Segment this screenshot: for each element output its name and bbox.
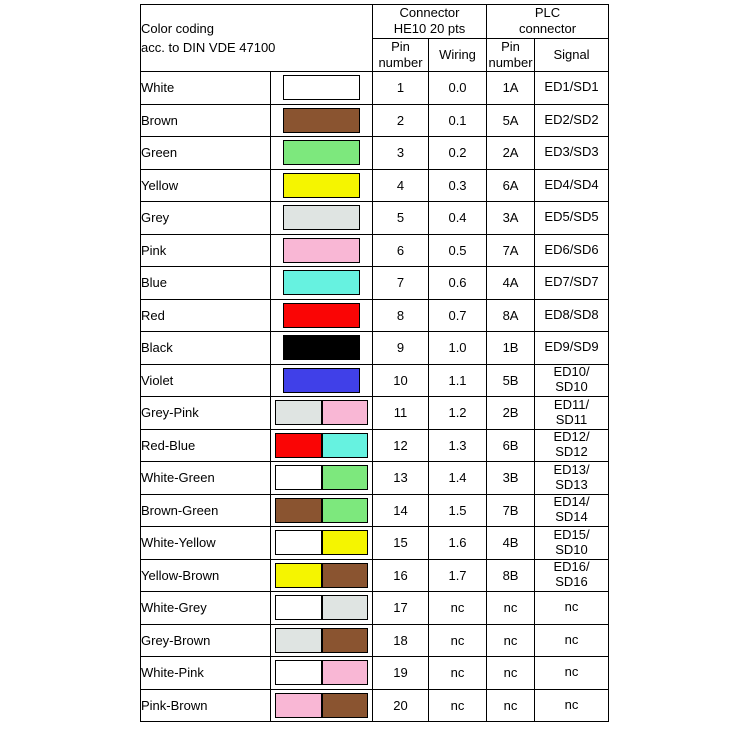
color-name-cell: Yellow (141, 169, 271, 202)
signal-cell (535, 559, 609, 592)
color-swatch-group (271, 140, 372, 165)
signal-line: SD12 (555, 444, 588, 460)
color-name-cell: Brown-Green (141, 494, 271, 527)
wiring-cell: 0.1 (429, 104, 487, 137)
plc-pin-number-cell: 6A (487, 169, 535, 202)
plc-pin-number-cell: 2B (487, 397, 535, 430)
pin-number-cell: 4 (373, 169, 429, 202)
color-swatch (275, 400, 322, 425)
table-row (141, 267, 609, 300)
plc-group-header (487, 5, 609, 39)
pin-number-cell: 19 (373, 657, 429, 690)
color-name-cell: Blue (141, 267, 271, 300)
column-header-wiring: Wiring (429, 38, 487, 72)
wiring-cell: nc (429, 592, 487, 625)
plc-pin-number-cell: 3A (487, 202, 535, 235)
table-body (141, 72, 609, 722)
pin-number-cell: 17 (373, 592, 429, 625)
color-swatch-cell (271, 429, 373, 462)
wiring-cell: 1.1 (429, 364, 487, 397)
signal-cell (535, 462, 609, 495)
color-swatch (275, 628, 322, 653)
signal-cell (535, 624, 609, 657)
table-row (141, 169, 609, 202)
wiring-cell: 0.5 (429, 234, 487, 267)
table-header (141, 5, 609, 72)
color-swatch (283, 335, 360, 360)
color-swatch-group (271, 270, 372, 295)
color-swatch (283, 75, 360, 100)
color-swatch-cell (271, 104, 373, 137)
signal-line: ED15/ (553, 526, 590, 542)
color-swatch-group (271, 693, 372, 718)
plc-pin-number-cell: 2A (487, 137, 535, 170)
signal-line: SD11 (555, 411, 588, 427)
color-name-cell: Grey-Brown (141, 624, 271, 657)
color-swatch-cell (271, 202, 373, 235)
plc-pin-number-cell: 7B (487, 494, 535, 527)
signal-cell (535, 202, 609, 235)
color-swatch-cell (271, 624, 373, 657)
signal-line: ED11/ (553, 396, 590, 412)
table-row (141, 332, 609, 365)
wiring-cell: nc (429, 689, 487, 722)
color-swatch-cell (271, 137, 373, 170)
color-swatch (322, 465, 369, 490)
signal-cell (535, 397, 609, 430)
signal-cell (535, 267, 609, 300)
signal-cell (535, 494, 609, 527)
color-swatch-group (271, 173, 372, 198)
color-coding-title-line1: Color coding (141, 20, 214, 36)
wiring-cell: 1.0 (429, 332, 487, 365)
table-row (141, 657, 609, 690)
plc-pin-number-cell: 4A (487, 267, 535, 300)
color-swatch (322, 595, 369, 620)
table-row (141, 429, 609, 462)
color-name-cell: Grey (141, 202, 271, 235)
plc-pin-line1: Pin (501, 38, 520, 54)
pin-number-cell: 8 (373, 299, 429, 332)
color-swatch-cell (271, 299, 373, 332)
pin-number-cell: 3 (373, 137, 429, 170)
pin-number-cell: 5 (373, 202, 429, 235)
wiring-cell: 1.7 (429, 559, 487, 592)
color-swatch (275, 563, 322, 588)
table-row (141, 104, 609, 137)
color-swatch-group (271, 238, 372, 263)
wiring-color-code-sheet (140, 4, 608, 722)
table-row (141, 494, 609, 527)
color-swatch (275, 693, 322, 718)
color-swatch (283, 173, 360, 198)
wiring-color-code-table (140, 4, 609, 722)
pin-number-cell: 6 (373, 234, 429, 267)
pin-number-cell: 2 (373, 104, 429, 137)
table-row (141, 137, 609, 170)
signal-cell (535, 234, 609, 267)
color-swatch (322, 530, 369, 555)
signal-cell (535, 429, 609, 462)
pin-number-cell: 20 (373, 689, 429, 722)
color-name-cell: Pink (141, 234, 271, 267)
signal-line: ED8/SD8 (544, 306, 599, 322)
color-swatch-cell (271, 332, 373, 365)
color-swatch-cell (271, 267, 373, 300)
color-name-cell: Red (141, 299, 271, 332)
color-swatch-cell (271, 397, 373, 430)
signal-line: ED2/SD2 (544, 111, 599, 127)
signal-cell (535, 527, 609, 560)
signal-cell (535, 657, 609, 690)
color-swatch-group (271, 628, 372, 653)
signal-line: SD10 (555, 379, 588, 395)
table-row (141, 527, 609, 560)
color-swatch (283, 140, 360, 165)
pin-number-line2: number (378, 54, 423, 70)
color-swatch-group (271, 205, 372, 230)
table-row (141, 397, 609, 430)
color-swatch-group (271, 433, 372, 458)
color-swatch-group (271, 368, 372, 393)
color-swatch-cell (271, 657, 373, 690)
plc-pin-number-cell: 1B (487, 332, 535, 365)
plc-pin-number-cell: nc (487, 624, 535, 657)
signal-cell (535, 689, 609, 722)
color-name-cell: Pink-Brown (141, 689, 271, 722)
color-swatch (322, 660, 369, 685)
wiring-cell: 0.7 (429, 299, 487, 332)
signal-line: ED12/ (553, 429, 590, 445)
color-swatch (322, 498, 369, 523)
color-name-cell: Red-Blue (141, 429, 271, 462)
color-swatch (322, 563, 369, 588)
signal-line: ED14/ (553, 494, 590, 510)
signal-line: SD16 (555, 574, 588, 590)
color-swatch-cell (271, 689, 373, 722)
pin-number-cell: 18 (373, 624, 429, 657)
plc-pin-number-cell: 1A (487, 72, 535, 105)
color-swatch-cell (271, 592, 373, 625)
color-swatch (283, 368, 360, 393)
color-swatch-cell (271, 72, 373, 105)
color-swatch (322, 400, 369, 425)
signal-line: SD10 (555, 541, 588, 557)
signal-line: nc (564, 631, 579, 647)
wiring-cell: 0.3 (429, 169, 487, 202)
color-swatch-cell (271, 559, 373, 592)
color-swatch (322, 693, 369, 718)
table-row (141, 299, 609, 332)
signal-line: ED10/ (553, 364, 590, 380)
table-row (141, 592, 609, 625)
signal-line: ED3/SD3 (544, 144, 599, 160)
color-name-cell: Brown (141, 104, 271, 137)
color-swatch (275, 530, 322, 555)
plc-group-line2: connector (518, 21, 577, 37)
signal-cell (535, 137, 609, 170)
color-swatch-group (271, 465, 372, 490)
color-name-cell: Violet (141, 364, 271, 397)
signal-line: ED6/SD6 (544, 241, 599, 257)
signal-line: ED7/SD7 (544, 274, 599, 290)
color-swatch-group (271, 335, 372, 360)
signal-line: nc (564, 664, 579, 680)
color-swatch-group (271, 563, 372, 588)
signal-cell (535, 332, 609, 365)
plc-pin-number-cell: 5B (487, 364, 535, 397)
color-swatch (322, 628, 369, 653)
signal-line: ED4/SD4 (544, 176, 599, 192)
color-name-cell: White-Green (141, 462, 271, 495)
wiring-cell: nc (429, 624, 487, 657)
pin-number-cell: 12 (373, 429, 429, 462)
color-name-cell: White-Grey (141, 592, 271, 625)
plc-pin-number-cell: 8A (487, 299, 535, 332)
signal-cell (535, 592, 609, 625)
color-swatch-cell (271, 364, 373, 397)
table-row (141, 624, 609, 657)
pin-number-line1: Pin (391, 38, 410, 54)
table-row (141, 559, 609, 592)
plc-pin-number-cell: 5A (487, 104, 535, 137)
signal-line: SD13 (555, 476, 588, 492)
pin-number-cell: 10 (373, 364, 429, 397)
pin-number-cell: 7 (373, 267, 429, 300)
wiring-cell: 0.4 (429, 202, 487, 235)
plc-pin-number-cell: 3B (487, 462, 535, 495)
wiring-cell: 1.5 (429, 494, 487, 527)
color-swatch (283, 270, 360, 295)
color-swatch-cell (271, 169, 373, 202)
plc-pin-number-cell: 4B (487, 527, 535, 560)
wiring-cell: 0.2 (429, 137, 487, 170)
signal-line: ED5/SD5 (544, 209, 599, 225)
table-row (141, 234, 609, 267)
color-swatch (275, 433, 322, 458)
pin-number-cell: 9 (373, 332, 429, 365)
color-swatch-group (271, 530, 372, 555)
wiring-cell: 1.4 (429, 462, 487, 495)
color-coding-title-line2: acc. to DIN VDE 47100 (141, 40, 276, 55)
plc-pin-number-cell: nc (487, 657, 535, 690)
table-row (141, 202, 609, 235)
plc-pin-number-cell: nc (487, 689, 535, 722)
color-swatch-cell (271, 527, 373, 560)
signal-cell (535, 104, 609, 137)
connector-group-header (373, 5, 487, 39)
color-swatch-group (271, 400, 372, 425)
color-name-cell: Black (141, 332, 271, 365)
color-name-cell: Grey-Pink (141, 397, 271, 430)
color-name-cell: White (141, 72, 271, 105)
pin-number-cell: 11 (373, 397, 429, 430)
plc-pin-line2: number (488, 54, 533, 70)
signal-line: ED9/SD9 (544, 339, 599, 355)
color-swatch-group (271, 108, 372, 133)
column-header-signal: Signal (535, 38, 609, 72)
wiring-cell: nc (429, 657, 487, 690)
color-swatch (283, 303, 360, 328)
signal-line: ED16/ (553, 559, 590, 575)
pin-number-cell: 13 (373, 462, 429, 495)
table-row (141, 364, 609, 397)
color-swatch (283, 108, 360, 133)
color-swatch-group (271, 75, 372, 100)
pin-number-cell: 15 (373, 527, 429, 560)
header-row-groups (141, 5, 609, 39)
color-swatch (283, 238, 360, 263)
signal-line: SD14 (555, 509, 588, 525)
color-swatch-cell (271, 234, 373, 267)
color-swatch-group (271, 498, 372, 523)
wiring-cell: 1.3 (429, 429, 487, 462)
color-swatch (322, 433, 369, 458)
connector-group-line1: Connector (399, 5, 460, 20)
wiring-cell: 0.0 (429, 72, 487, 105)
color-name-cell: White-Yellow (141, 527, 271, 560)
signal-cell (535, 169, 609, 202)
color-swatch (275, 595, 322, 620)
signal-cell (535, 299, 609, 332)
signal-cell (535, 72, 609, 105)
color-swatch-group (271, 303, 372, 328)
color-name-cell: Green (141, 137, 271, 170)
table-row (141, 462, 609, 495)
color-swatch (275, 498, 322, 523)
wiring-cell: 0.6 (429, 267, 487, 300)
signal-line: ED1/SD1 (544, 79, 599, 95)
column-header-pin-number (373, 38, 429, 72)
plc-pin-number-cell: 7A (487, 234, 535, 267)
pin-number-cell: 14 (373, 494, 429, 527)
color-swatch-group (271, 660, 372, 685)
wiring-cell: 1.6 (429, 527, 487, 560)
pin-number-cell: 1 (373, 72, 429, 105)
signal-line: nc (564, 696, 579, 712)
color-swatch-cell (271, 494, 373, 527)
color-name-cell: Yellow-Brown (141, 559, 271, 592)
column-header-plc-pin-number (487, 38, 535, 72)
table-row (141, 689, 609, 722)
plc-group-line1: PLC (534, 5, 561, 20)
plc-pin-number-cell: nc (487, 592, 535, 625)
color-swatch (275, 660, 322, 685)
color-coding-title-cell (141, 5, 373, 72)
signal-line: nc (564, 599, 579, 615)
signal-cell (535, 364, 609, 397)
connector-group-line2: HE10 20 pts (393, 21, 466, 37)
color-swatch-cell (271, 462, 373, 495)
color-swatch (283, 205, 360, 230)
color-swatch-group (271, 595, 372, 620)
color-name-cell: White-Pink (141, 657, 271, 690)
pin-number-cell: 16 (373, 559, 429, 592)
plc-pin-number-cell: 8B (487, 559, 535, 592)
table-row (141, 72, 609, 105)
plc-pin-number-cell: 6B (487, 429, 535, 462)
color-swatch (275, 465, 322, 490)
wiring-cell: 1.2 (429, 397, 487, 430)
signal-line: ED13/ (553, 461, 590, 477)
